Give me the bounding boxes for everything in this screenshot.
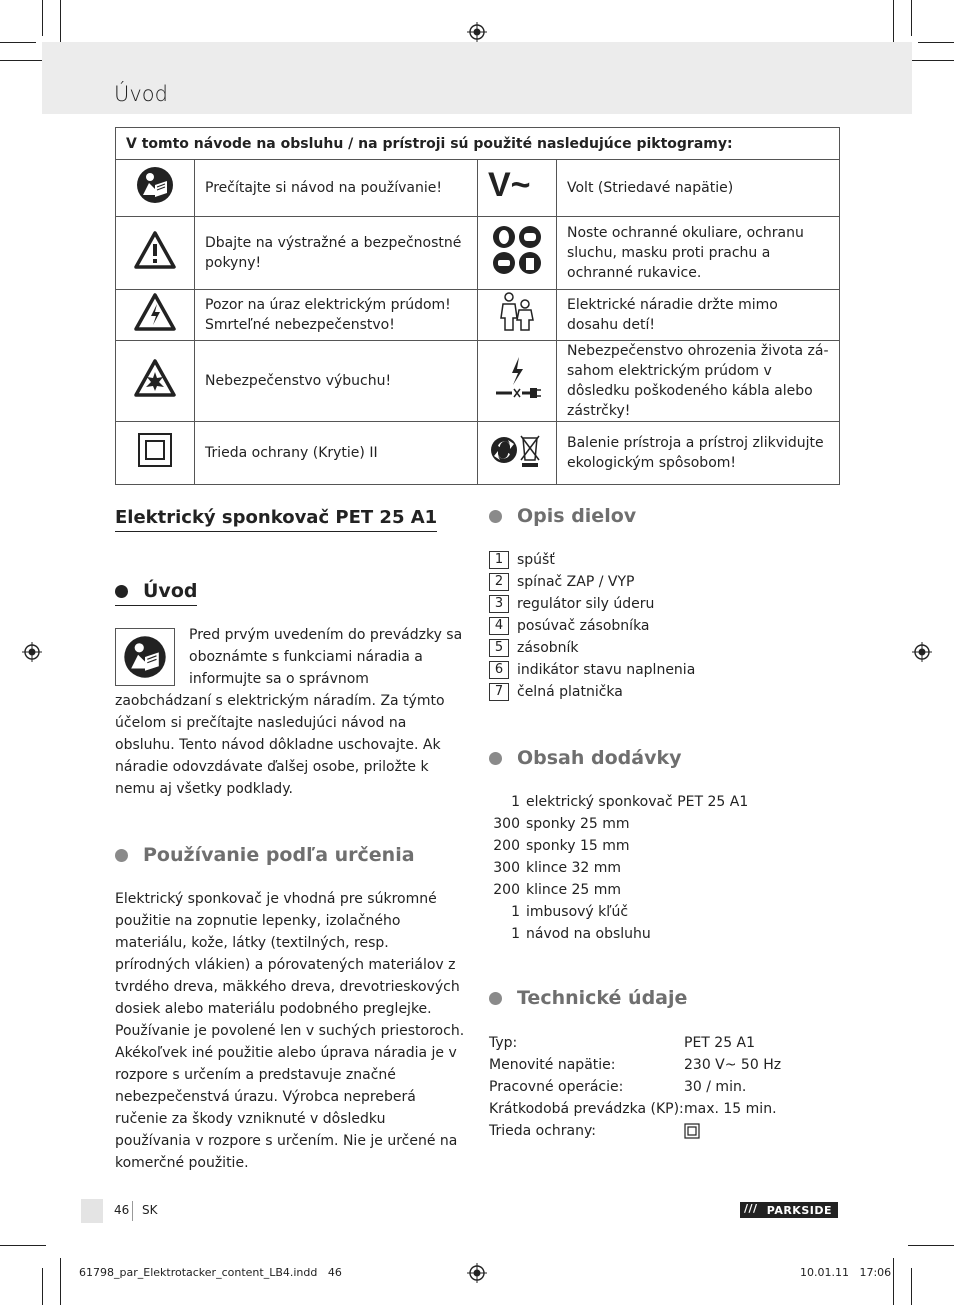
section-heading-text: Úvod bbox=[143, 580, 198, 602]
recycling-icon bbox=[478, 422, 557, 485]
crop-mark bbox=[60, 1258, 61, 1305]
read-manual-icon bbox=[116, 160, 195, 217]
bullet-icon bbox=[489, 752, 502, 765]
list-item bbox=[489, 901, 839, 923]
usage-paragraph: Elektrický sponkovač je vhodná pre súkromné použitie na zopnutie lepenky, izolačného materiálu, kože, látky (textilných, resp. prírodných vlákien) a pórovatených materiálov z tvrdého dreva, mäkkého dreva, drevotrieskových dosiek alebo materiálu podobného preglejke. Používanie je povolené len v suchých priestoroch. Akékoľvek iné použitie alebo úprava náradia je v rozpore s určením a predstavuje značné nebezpečenstvá úrazu. Výrobca nepreberá ručenie za škody vzniknuté v dôsledku používania v rozpore s určením. Nie je určené na komerčné použitie. bbox=[115, 891, 465, 1171]
delivery-qty: 1 bbox=[511, 926, 520, 942]
pictogram-text: Nebezpečenstvo ohrozenia života zá-sahom elektrickým prúdom v dôsledku poškodeného kábla alebo zástrčky! bbox=[557, 341, 840, 422]
delivery-qty: 300 bbox=[493, 860, 520, 876]
delivery-item: sponky 25 mm bbox=[526, 816, 630, 832]
pictogram-table bbox=[115, 127, 840, 485]
part-label: čelná platnička bbox=[517, 684, 623, 700]
section-heading-text: Technické údaje bbox=[517, 987, 688, 1009]
keep-away-children-icon bbox=[478, 290, 557, 341]
section-heading-tech bbox=[489, 987, 839, 1009]
registration-mark-icon bbox=[22, 642, 42, 662]
spec-value: 230 V~ 50 Hz bbox=[684, 1057, 782, 1073]
read-manual-icon bbox=[115, 628, 175, 686]
crop-mark bbox=[0, 60, 46, 61]
section-heading-usage bbox=[115, 844, 465, 866]
intro-paragraph: Pred prvým uvedením do prevádzky sa oboznámte s funkciami náradia a informujte sa o správnom zaobchádzaní s elektrickým náradím. Za týmto účelom si prečítajte nasledujúci návod na obsluhu. Tento návod dôkladne uschovajte. Ak náradie odovzdávate ďalšej osobe, priložte k nemu aj všetky podklady. bbox=[115, 627, 463, 797]
crop-mark bbox=[911, 0, 912, 36]
brand-slashes-icon: /// bbox=[744, 1202, 758, 1215]
list-item bbox=[489, 1054, 839, 1076]
pictogram-text: Balenie prístroja a prístroj zlikvidujte ekologickým spôsobom! bbox=[557, 422, 840, 485]
spec-key: Krátkodobá prevádzka (KP): bbox=[489, 1101, 684, 1117]
delivery-list bbox=[489, 791, 839, 945]
intro-block bbox=[115, 624, 465, 800]
delivery-item: klince 32 mm bbox=[526, 860, 622, 876]
parts-list bbox=[489, 549, 839, 703]
delivery-qty: 200 bbox=[493, 838, 520, 854]
damaged-cable-icon bbox=[478, 341, 557, 422]
pictogram-table-heading: V tomto návode na obsluhu / na prístroji sú použité nasledujúce piktogramy: bbox=[116, 128, 840, 160]
volt-ac-symbol: V~ bbox=[488, 165, 531, 204]
spec-value: max. 15 min. bbox=[684, 1101, 777, 1117]
right-column bbox=[489, 505, 839, 1142]
part-number: 4 bbox=[489, 617, 509, 635]
registration-mark-icon bbox=[467, 1263, 487, 1283]
warning-triangle-icon bbox=[116, 217, 195, 290]
pictogram-text: Trieda ochrany (Krytie) II bbox=[195, 422, 478, 485]
delivery-item: elektrický sponkovač PET 25 A1 bbox=[526, 794, 749, 810]
crop-mark bbox=[0, 1245, 46, 1246]
delivery-qty: 200 bbox=[493, 882, 520, 898]
pictogram-text: Elektrické náradie držte mimo dosahu detí! bbox=[557, 290, 840, 341]
part-number: 5 bbox=[489, 639, 509, 657]
list-item bbox=[489, 1076, 839, 1098]
pictogram-text: Noste ochranné okuliare, ochranu sluchu, masku proti prachu a ochranné rukavice. bbox=[557, 217, 840, 290]
brand-logo bbox=[740, 1202, 838, 1218]
list-item bbox=[489, 835, 839, 857]
part-number: 7 bbox=[489, 683, 509, 701]
page-title: Úvod bbox=[114, 82, 168, 106]
table-row bbox=[116, 422, 840, 485]
delivery-qty: 300 bbox=[493, 816, 520, 832]
section-heading-text: Používanie podľa určenia bbox=[143, 844, 415, 866]
part-label: regulátor sily úderu bbox=[517, 596, 655, 612]
page-number: 46 bbox=[114, 1203, 130, 1217]
delivery-item: sponky 15 mm bbox=[526, 838, 630, 854]
list-item bbox=[489, 1120, 839, 1142]
crop-mark bbox=[908, 60, 954, 61]
table-row bbox=[116, 160, 840, 217]
registration-mark-icon bbox=[912, 642, 932, 662]
list-item bbox=[489, 879, 839, 901]
crop-mark bbox=[893, 0, 894, 46]
table-row bbox=[116, 341, 840, 422]
part-number: 1 bbox=[489, 551, 509, 569]
crop-mark bbox=[60, 0, 61, 46]
spec-key: Menovité napätie: bbox=[489, 1057, 616, 1073]
divider bbox=[132, 1201, 133, 1221]
section-heading-intro bbox=[115, 580, 197, 606]
pictogram-text: Pozor na úraz elektrickým prúdom! Smrteľné nebezpečenstvo! bbox=[195, 290, 478, 341]
crop-mark bbox=[893, 1258, 894, 1305]
section-heading-text: Opis dielov bbox=[517, 505, 637, 527]
section-heading-delivery bbox=[489, 747, 839, 769]
crop-mark bbox=[0, 42, 36, 43]
table-row bbox=[116, 217, 840, 290]
crop-mark bbox=[42, 1268, 43, 1305]
list-item bbox=[489, 857, 839, 879]
part-label: posúvač zásobníka bbox=[517, 618, 650, 634]
pictogram-text: Nebezpečenstvo výbuchu! bbox=[195, 341, 478, 422]
protective-gear-icon bbox=[478, 217, 557, 290]
delivery-qty: 1 bbox=[511, 904, 520, 920]
pictogram-text: Prečítajte si návod na používanie! bbox=[195, 160, 478, 217]
bullet-icon bbox=[115, 585, 128, 598]
spec-key: Trieda ochrany: bbox=[489, 1123, 596, 1139]
file-slug: 61798_par_Elektrotacker_content_LB4.indd 46 bbox=[79, 1266, 342, 1279]
header-band bbox=[42, 42, 912, 114]
model-heading: Elektrický sponkovač PET 25 A1 bbox=[115, 507, 437, 532]
list-item bbox=[489, 1098, 839, 1120]
table-row bbox=[116, 290, 840, 341]
list-item bbox=[489, 681, 839, 703]
left-column bbox=[115, 505, 465, 1174]
footer-tab bbox=[81, 1199, 103, 1223]
delivery-qty: 1 bbox=[511, 794, 520, 810]
protection-class-ii-icon bbox=[116, 422, 195, 485]
list-item bbox=[489, 659, 839, 681]
list-item bbox=[489, 549, 839, 571]
list-item bbox=[489, 593, 839, 615]
part-label: indikátor stavu naplnenia bbox=[517, 662, 696, 678]
part-number: 2 bbox=[489, 573, 509, 591]
volt-ac-icon bbox=[478, 160, 557, 217]
list-item bbox=[489, 571, 839, 593]
bullet-icon bbox=[489, 510, 502, 523]
spec-key: Typ: bbox=[489, 1035, 518, 1051]
bullet-icon bbox=[489, 992, 502, 1005]
part-number: 6 bbox=[489, 661, 509, 679]
spec-value: PET 25 A1 bbox=[684, 1035, 756, 1051]
date-slug: 10.01.11 17:06 bbox=[800, 1266, 892, 1279]
delivery-item: klince 25 mm bbox=[526, 882, 622, 898]
crop-mark bbox=[42, 0, 43, 36]
delivery-item: návod na obsluhu bbox=[526, 926, 651, 942]
list-item bbox=[489, 813, 839, 835]
bullet-icon bbox=[115, 849, 128, 862]
spec-value: 30 / min. bbox=[684, 1079, 747, 1095]
list-item bbox=[489, 791, 839, 813]
delivery-item: imbusový kľúč bbox=[526, 904, 629, 920]
part-label: spínač ZAP / VYP bbox=[517, 574, 635, 590]
section-heading-text: Obsah dodávky bbox=[517, 747, 682, 769]
list-item bbox=[489, 637, 839, 659]
protection-class-ii-icon bbox=[684, 1123, 700, 1139]
list-item bbox=[489, 615, 839, 637]
part-label: zásobník bbox=[517, 640, 579, 656]
explosion-icon bbox=[116, 341, 195, 422]
section-heading-parts bbox=[489, 505, 839, 527]
pictogram-text: Volt (Striedavé napätie) bbox=[557, 160, 840, 217]
crop-mark bbox=[911, 1268, 912, 1305]
brand-name: PARKSIDE bbox=[766, 1203, 832, 1217]
crop-mark bbox=[908, 1245, 954, 1246]
part-number: 3 bbox=[489, 595, 509, 613]
language-code: SK bbox=[142, 1203, 158, 1217]
list-item bbox=[489, 923, 839, 945]
part-label: spúšť bbox=[517, 552, 555, 568]
tech-specs bbox=[489, 1032, 839, 1142]
electric-shock-icon bbox=[116, 290, 195, 341]
list-item bbox=[489, 1032, 839, 1054]
crop-mark bbox=[918, 42, 954, 43]
pictogram-text: Dbajte na výstražné a bezpečnostné pokyny! bbox=[195, 217, 478, 290]
registration-mark-icon bbox=[467, 22, 487, 42]
spec-key: Pracovné operácie: bbox=[489, 1079, 624, 1095]
